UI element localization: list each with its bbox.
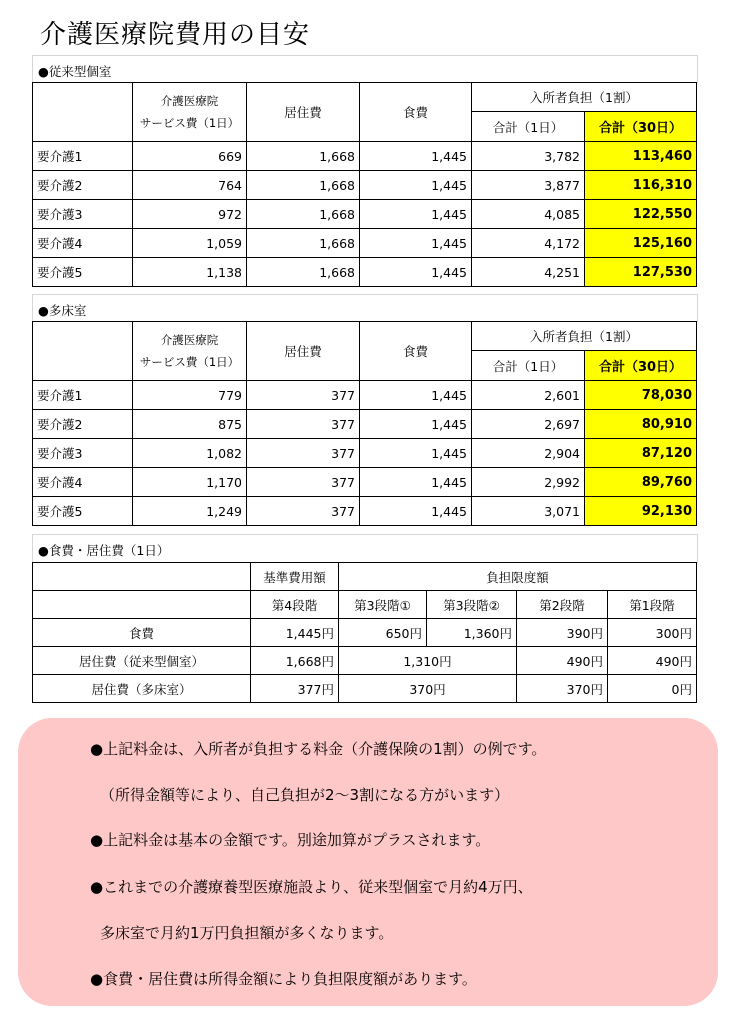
header-blank (33, 322, 133, 381)
housing-cost: 377 (247, 410, 360, 439)
table-row (33, 258, 697, 287)
header-food: 食費 (360, 322, 472, 381)
limits-table (32, 562, 697, 703)
header-service (133, 322, 247, 381)
food-stage-3a: 650円 (339, 619, 427, 647)
housing-cost: 377 (247, 468, 360, 497)
header-blank (33, 591, 251, 619)
service-cost: 764 (133, 171, 247, 200)
housing-cost: 377 (247, 497, 360, 526)
housing-multi-stage-2: 370円 (517, 675, 608, 703)
care-level: 要介護4 (33, 229, 133, 258)
care-level: 要介護5 (33, 258, 133, 287)
table-row (33, 381, 697, 410)
housing-multi-stage-1: 0円 (608, 675, 697, 703)
care-level: 要介護2 (33, 171, 133, 200)
total-1day: 3,782 (472, 142, 585, 171)
housing-cost: 1,668 (247, 142, 360, 171)
food-cost: 1,445 (360, 468, 472, 497)
total-30day: 87,120 (585, 439, 697, 468)
table-row (33, 200, 697, 229)
stage-2: 第2段階 (517, 591, 608, 619)
housing-cost: 377 (247, 439, 360, 468)
food-cost: 1,445 (360, 200, 472, 229)
total-1day: 2,697 (472, 410, 585, 439)
total-1day: 4,085 (472, 200, 585, 229)
care-level: 要介護2 (33, 410, 133, 439)
total-1day: 2,992 (472, 468, 585, 497)
header-service-line1: 介護医療院 (160, 94, 219, 108)
header-burden-limit: 負担限度額 (339, 563, 697, 591)
total-1day: 4,251 (472, 258, 585, 287)
page-title: 介護医療院費用の目安 (40, 20, 311, 50)
table-row (33, 142, 697, 171)
stage-1: 第1段階 (608, 591, 697, 619)
stage-3a: 第3段階① (339, 591, 427, 619)
total-1day: 4,172 (472, 229, 585, 258)
care-level: 要介護1 (33, 142, 133, 171)
table-row (33, 675, 697, 703)
header-housing: 居住費 (247, 83, 360, 142)
header-service-line1: 介護医療院 (160, 333, 219, 347)
table-row (33, 439, 697, 468)
section-label-multi-bed: ●多床室 (38, 303, 87, 318)
header-service (133, 83, 247, 142)
header-service-line2: サービス費（1日） (139, 355, 240, 369)
service-cost: 1,170 (133, 468, 247, 497)
care-level: 要介護3 (33, 200, 133, 229)
housing-cost: 1,668 (247, 171, 360, 200)
food-cost: 1,445 (360, 497, 472, 526)
food-stage-2: 390円 (517, 619, 608, 647)
table-row (33, 229, 697, 258)
food-stage-1: 300円 (608, 619, 697, 647)
table-row (33, 410, 697, 439)
total-1day: 3,877 (472, 171, 585, 200)
section-header-grid (32, 55, 698, 83)
food-cost: 1,445 (360, 258, 472, 287)
note-line: ●食費・居住費は所得金額により負担限度額があります。 (90, 970, 477, 988)
header-food: 食費 (360, 83, 472, 142)
care-level: 要介護3 (33, 439, 133, 468)
stage-3b: 第3段階② (427, 591, 517, 619)
table-row (33, 647, 697, 675)
total-30day: 113,460 (585, 142, 697, 171)
row-label-housing-multi: 居住費（多床室） (33, 675, 251, 703)
total-30day: 125,160 (585, 229, 697, 258)
food-cost: 1,445 (360, 410, 472, 439)
service-cost: 1,059 (133, 229, 247, 258)
food-stage-4: 1,445円 (251, 619, 339, 647)
header-total-1day: 合計（1日） (472, 112, 585, 142)
service-cost: 779 (133, 381, 247, 410)
header-total-30day: 合計（30日） (585, 351, 697, 381)
total-30day: 80,910 (585, 410, 697, 439)
food-cost: 1,445 (360, 229, 472, 258)
table-row (33, 619, 697, 647)
total-30day: 127,530 (585, 258, 697, 287)
food-cost: 1,445 (360, 142, 472, 171)
total-1day: 2,601 (472, 381, 585, 410)
total-30day: 92,130 (585, 497, 697, 526)
food-stage-3b: 1,360円 (427, 619, 517, 647)
care-level: 要介護4 (33, 468, 133, 497)
housing-cost: 1,668 (247, 200, 360, 229)
row-label-food: 食費 (33, 619, 251, 647)
table-row (33, 497, 697, 526)
housing-multi-stage-4: 377円 (251, 675, 339, 703)
housing-cost: 377 (247, 381, 360, 410)
section-label-food-housing: ●食費・居住費（1日） (38, 543, 170, 558)
header-blank (33, 563, 251, 591)
total-30day: 122,550 (585, 200, 697, 229)
stage-4: 第4段階 (251, 591, 339, 619)
header-blank (33, 83, 133, 142)
table-row (33, 171, 697, 200)
housing-private-stage-4: 1,668円 (251, 647, 339, 675)
service-cost: 1,138 (133, 258, 247, 287)
section-header-grid (32, 294, 698, 322)
service-cost: 875 (133, 410, 247, 439)
note-line: ●上記料金は、入所者が負担する料金（介護保険の1割）の例です。 (90, 740, 547, 758)
food-cost: 1,445 (360, 381, 472, 410)
food-cost: 1,445 (360, 439, 472, 468)
header-service-line2: サービス費（1日） (139, 116, 240, 130)
service-cost: 1,082 (133, 439, 247, 468)
header-total-30day: 合計（30日） (585, 112, 697, 142)
multi-bed-table (32, 321, 697, 526)
notes-box (18, 718, 718, 1006)
header-housing: 居住費 (247, 322, 360, 381)
housing-private-stage-3: 1,310円 (339, 647, 517, 675)
service-cost: 1,249 (133, 497, 247, 526)
total-1day: 2,904 (472, 439, 585, 468)
total-30day: 116,310 (585, 171, 697, 200)
private-room-table (32, 82, 697, 287)
note-line: （所得金額等により、自己負担が2～3割になる方がいます） (100, 786, 510, 804)
table-row (33, 468, 697, 497)
total-1day: 3,071 (472, 497, 585, 526)
total-30day: 89,760 (585, 468, 697, 497)
header-total-1day: 合計（1日） (472, 351, 585, 381)
housing-cost: 1,668 (247, 229, 360, 258)
note-line: 多床室で月約1万円負担額が多くなります。 (100, 924, 394, 942)
food-cost: 1,445 (360, 171, 472, 200)
header-burden: 入所者負担（1割） (472, 322, 697, 351)
service-cost: 669 (133, 142, 247, 171)
note-line: ●これまでの介護療養型医療施設より、従来型個室で月約4万円、 (90, 878, 533, 896)
service-cost: 972 (133, 200, 247, 229)
housing-private-stage-1: 490円 (608, 647, 697, 675)
care-level: 要介護5 (33, 497, 133, 526)
housing-private-stage-2: 490円 (517, 647, 608, 675)
row-label-housing-private: 居住費（従来型個室） (33, 647, 251, 675)
housing-cost: 1,668 (247, 258, 360, 287)
header-burden: 入所者負担（1割） (472, 83, 697, 112)
total-30day: 78,030 (585, 381, 697, 410)
section-label-private-room: ●従来型個室 (38, 64, 112, 79)
housing-multi-stage-3: 370円 (339, 675, 517, 703)
header-base-cost: 基準費用額 (251, 563, 339, 591)
care-level: 要介護1 (33, 381, 133, 410)
note-line: ●上記料金は基本の金額です。別途加算がプラスされます。 (90, 831, 491, 849)
